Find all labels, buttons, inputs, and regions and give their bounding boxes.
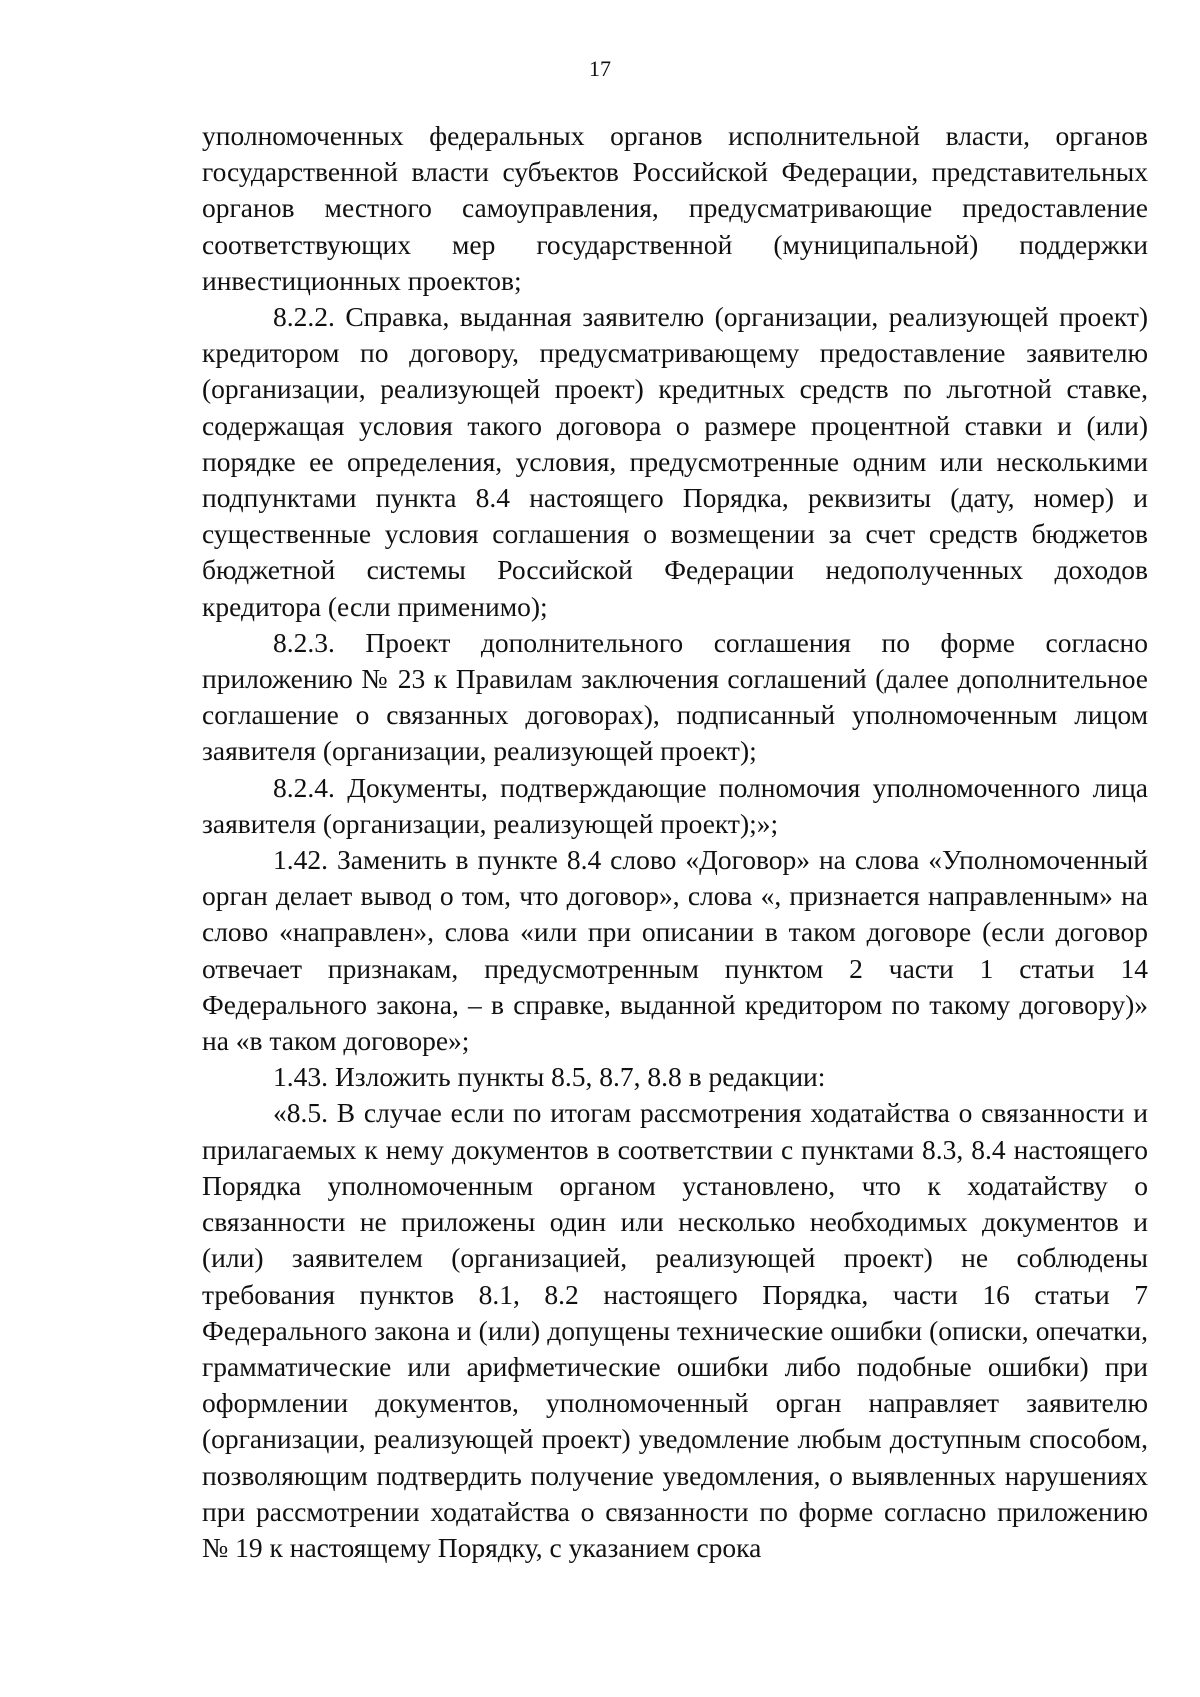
page-number: 17 bbox=[589, 56, 611, 81]
paragraph-8-5: «8.5. В случае если по итогам рассмотрения ходатайства о связанности и прилагаемых к нему документов в соответствии с пунктами 8.3, 8.4 настоящего Порядка уполномоченным органом установлено, что к ходатайству о связанности не приложены один или несколько необходимых документов и (или) заявителем (организацией, реализующей проект) не соблюдены требования пунктов 8.1, 8.2 настоящего Порядка, части 16 статьи 7 Федерального закона и (или) допущены технические ошибки (описки, опечатки, грамматические или арифметические ошибки либо подобные ошибки) при оформлении документов, уполномоченный орган направляет заявителю (организации, реализующей проект) уведомление любым доступным способом, позволяющим подтвердить получение уведомления, о выявленных нарушениях при рассмотрении ходатайства о связанности по форме согласно приложению № 19 к настоящему Порядку, с указанием срока bbox=[202, 1097, 1148, 1563]
paragraph-8-2-3: 8.2.3. Проект дополнительного соглашения по форме согласно приложению № 23 к Правилам заключения соглашений (далее дополнительное соглашение о связанных договорах), подписанный уполномоченным лицом заявителя (организации, реализующей проект); bbox=[202, 626, 1148, 767]
paragraph-1-42: 1.42. Заменить в пункте 8.4 слово «Договор» на слова «Уполномоченный орган делает вывод о том, что договор», слова «, признается направленным» на слово «направлен», слова «или при описании в таком договоре (если договор отвечает признакам, предусмотренным пунктом 2 части 1 статьи 14 Федерального закона, – в справке, выданной кредитором по такому договору)» на «в таком договоре»; bbox=[202, 844, 1148, 1057]
paragraph-1-43: 1.43. Изложить пункты 8.5, 8.7, 8.8 в редакции: bbox=[273, 1061, 826, 1093]
paragraph-8-2-2: 8.2.2. Справка, выданная заявителю (организации, реализующей проект) кредитором по договору, предусматривающему предоставление заявителю (организации, реализующей проект) кредитных средств по льготной ставке, содержащая условия такого договора о размере процентной ставки и (или) порядке ее определения, условия, предусмотренные одним или несколькими подпунктами пункта 8.4 настоящего Порядка, реквизиты (дату, номер) и существенные условия соглашения о возмещении за счет средств бюджетов бюджетной системы Российской Федерации недополученных доходов кредитора (если применимо); bbox=[202, 301, 1148, 622]
document-body bbox=[202, 118, 1148, 1566]
paragraph-continuation: уполномоченных федеральных органов исполнительной власти, органов государственной власти субъектов Российской Федерации, представительных органов местного самоуправления, предусматривающие предоставление соответствующих мер государственной (муниципальной) поддержки инвестиционных проектов; bbox=[202, 120, 1148, 296]
paragraph-8-2-4: 8.2.4. Документы, подтверждающие полномочия уполномоченного лица заявителя (организации, реализующей проект);»; bbox=[202, 771, 1148, 839]
